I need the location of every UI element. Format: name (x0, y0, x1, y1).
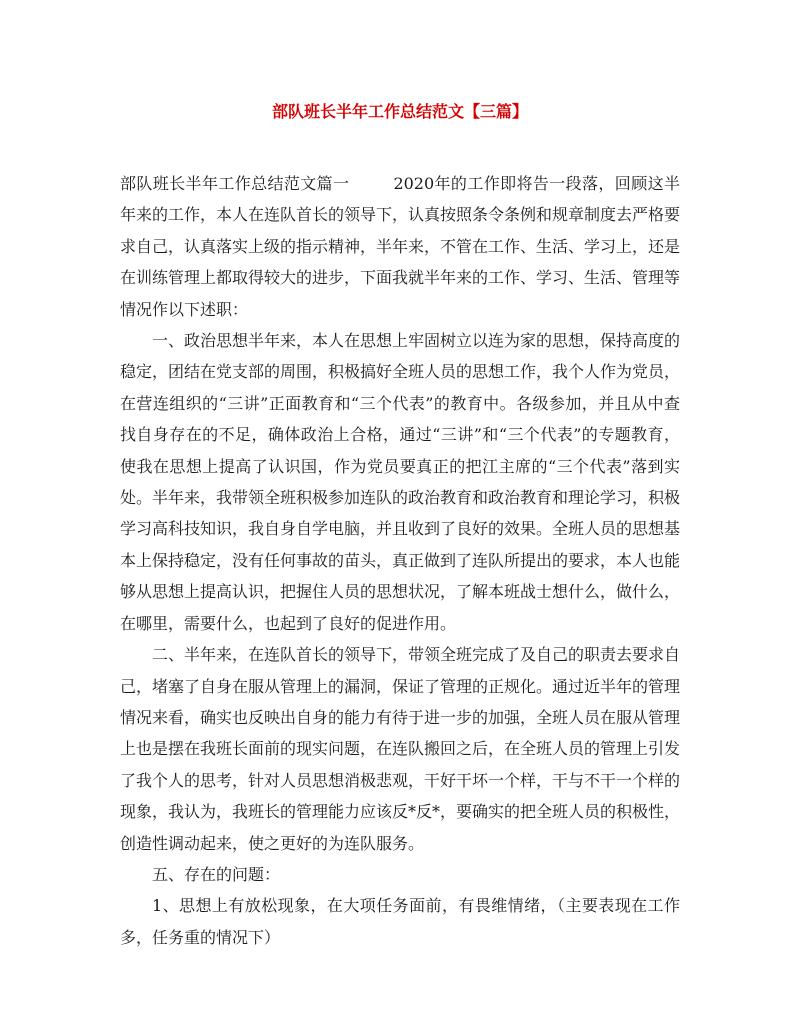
intro-text: 2020年的工作即将告一段落，回顾这半年来的工作，本人在连队首长的领导下，认真按照条令条例和规章制度去严格要求自己，认真落实上级的指示精神，半年来，不管在工作、生活、学习上，还是在训练管理上都取得较大的进步，下面我就半年来的工作、学习、生活、管理等情况作以下述职： (120, 174, 681, 319)
paragraph-problems-heading: 五、存在的问题： (152, 864, 281, 884)
paragraph-management: 二、半年来，在连队首长的领导下，带领全班完成了及自己的职责去要求自己，堵塞了自身在服从管理上的漏洞，保证了管理的正规化。通过近半年的管理情况来看，确实也反映出自身的能力有待于进一步的加强，全班人员在服从管理上也是摆在我班长面前的现实问题，在连队搬回之后，在全班人员的管理上引发了我个人的思考，针对人员思想消极悲观，干好干坏一个样，干与不干一个样的现象，我认为，我班长的管理能力应该反*反*，要确实的把全班人员的积极性，创造性调动起来，使之更好的为连队服务。 (120, 645, 681, 853)
document-title: 部队班长半年工作总结范文【三篇】 (271, 102, 528, 121)
document-body (120, 168, 680, 953)
paragraph-intro (120, 168, 680, 325)
paragraph-problem-1: 1、思想上有放松现象，在大项任务面前，有畏维情绪，（主要表现在工作多，任务重的情况下） (120, 896, 680, 947)
section-label: 部队班长半年工作总结范文篇一 (120, 174, 350, 193)
paragraph-political: 一、政治思想半年来，本人在思想上牢固树立以连为家的思想，保持高度的稳定，团结在党支部的周围，积极搞好全班人员的思想工作，我个人作为党员，在营连组织的“三讲”正面教育和“三个代表”的教育中。各级参加，并且从中查找自身存在的不足，确体政治上合格，通过“三讲”和“三个代表”的专题教育，使我在思想上提高了认识国，作为党员要真正的把江主席的“三个代表”落到实处。半年来，我带领全班积极参加连队的政治教育和政治教育和理论学习，积极学习高科技知识，我自身自学电脑，并且收到了良好的效果。全班人员的思想基本上保持稳定，没有任何事故的苗头，真正做到了连队所提出的要求，本人也能够从思想上提高认识，把握住人员的思想状况，了解本班战士想什么，做什么，在哪里，需要什么，也起到了良好的促进作用。 (120, 331, 681, 633)
